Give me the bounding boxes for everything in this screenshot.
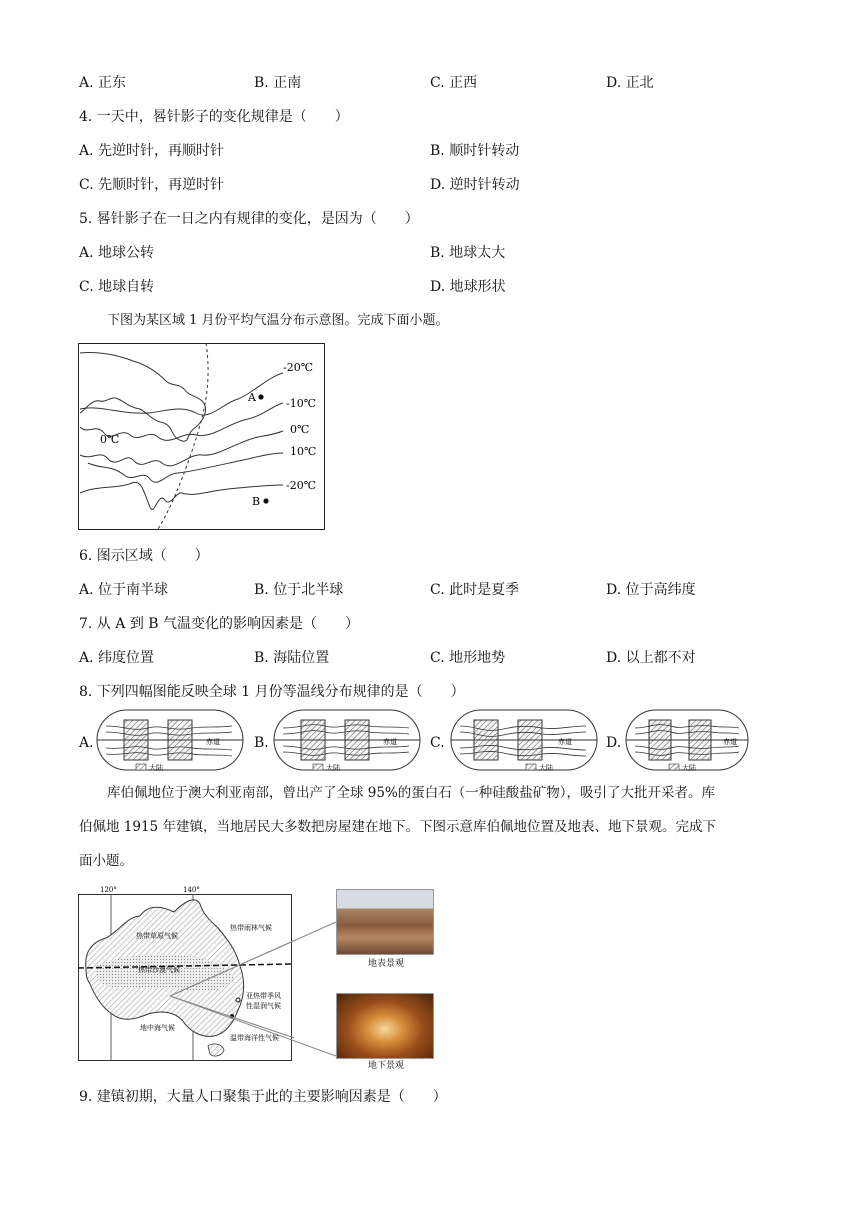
- lon-label-120: 120°: [100, 886, 117, 894]
- equator-label-b: 赤道: [383, 738, 397, 746]
- q4-stem: 4. 一天中，晷针影子的变化规律是（ ）: [79, 109, 349, 125]
- surface-photo-caption: 地表景观: [368, 959, 405, 969]
- isotherm-diagram-b: [273, 706, 423, 776]
- q6-option-c: C. 此时是夏季: [430, 582, 520, 598]
- equator-label-d: 赤道: [723, 738, 737, 746]
- equator-label-a: 赤道: [206, 738, 220, 746]
- q8-option-d: D.: [606, 735, 622, 751]
- climate-label-subtropical-1: 亚热带季风: [246, 992, 281, 1000]
- isotherm-map: [78, 343, 326, 531]
- label-0-left: 0℃: [100, 433, 120, 446]
- q9-stem: 9. 建镇初期，大量人口聚集于此的主要影响因素是（ ）: [79, 1089, 447, 1105]
- q7-option-d: D. 以上都不对: [606, 650, 696, 666]
- q7-option-c: C. 地形地势: [430, 650, 506, 666]
- intro-paragraph-line1: 库伯佩地位于澳大利亚南部，曾出产了全球 95%的蛋白石（一种硅酸盐矿物），吸引了大批开采者。库: [107, 785, 716, 801]
- q8-option-c: C.: [430, 735, 445, 751]
- q3-option-c: C. 正西: [430, 75, 478, 91]
- lon-label-140: 140°: [183, 886, 200, 894]
- land-label-c: 大陆: [539, 764, 553, 772]
- climate-label-savanna: 热带草原气候: [136, 932, 178, 940]
- q6-option-b: B. 位于北半球: [254, 582, 344, 598]
- point-a: [258, 394, 263, 399]
- q4-option-c: C. 先顺时针，再逆时针: [79, 177, 225, 193]
- land-label-d: 大陆: [682, 764, 696, 772]
- label-minus20-bottom: -20℃: [286, 479, 317, 492]
- surface-landscape-photo: [336, 889, 434, 955]
- q5-option-b: B. 地球太大: [430, 245, 506, 261]
- underground-photo-caption: 地下景观: [368, 1061, 405, 1071]
- q4-option-d: D. 逆时针转动: [430, 177, 520, 193]
- label-a: A: [248, 391, 256, 404]
- photo-connector-lines: [170, 920, 338, 1060]
- climate-label-mediterranean: 地中海气候: [140, 1024, 175, 1032]
- q8-stem: 8. 下列四幅图能反映全球 1 月份等温线分布规律的是（ ）: [79, 684, 465, 700]
- land-label-a: 大陆: [149, 764, 163, 772]
- label-b: B: [252, 495, 261, 508]
- isotherm-diagram-d: [625, 706, 775, 776]
- q5-option-a: A. 地球公转: [79, 245, 155, 261]
- climate-label-desert: 热带沙漠气候: [138, 966, 180, 974]
- q8-option-b: B.: [254, 735, 269, 751]
- q4-option-a: A. 先逆时针，再顺时针: [79, 143, 225, 159]
- q7-option-b: B. 海陆位置: [254, 650, 330, 666]
- q5-stem: 5. 晷针影子在一日之内有规律的变化，是因为（ ）: [79, 211, 419, 227]
- q6-option-d: D. 位于高纬度: [606, 582, 696, 598]
- intro-paragraph-line2: 伯佩地 1915 年建镇，当地居民大多数把房屋建在地下。下图示意库伯佩地位置及地表、地下景观。完成下: [79, 819, 716, 835]
- q7-option-a: A. 纬度位置: [79, 650, 155, 666]
- climate-label-maritime: 温带海洋性气候: [230, 1034, 279, 1042]
- intro-paragraph-isotherm: 下图为某区域 1 月份平均气温分布示意图。完成下面小题。: [107, 313, 449, 328]
- intro-paragraph-line3: 面小题。: [79, 853, 133, 869]
- label-10: 10℃: [290, 445, 317, 458]
- q6-option-a: A. 位于南半球: [79, 582, 169, 598]
- underground-landscape-photo: [336, 993, 434, 1059]
- q6-stem: 6. 图示区域（ ）: [79, 548, 209, 564]
- q5-option-d: D. 地球形状: [430, 279, 506, 295]
- isotherm-diagram-a: [96, 706, 246, 776]
- q4-option-b: B. 顺时针转动: [430, 143, 520, 159]
- label-minus10: -10℃: [286, 397, 317, 410]
- land-label-b: 大陆: [326, 764, 340, 772]
- q3-option-a: A. 正东: [79, 75, 127, 91]
- q3-option-d: D. 正北: [606, 75, 654, 91]
- label-0-right: 0℃: [290, 423, 310, 436]
- climate-label-subtropical-2: 性湿润气候: [246, 1002, 281, 1010]
- point-b: [263, 498, 268, 503]
- q7-stem: 7. 从 A 到 B 气温变化的影响因素是（ ）: [79, 616, 360, 632]
- q5-option-c: C. 地球自转: [79, 279, 155, 295]
- isotherm-diagram-c: [450, 706, 600, 776]
- q8-option-a: A.: [79, 735, 94, 751]
- label-minus20-top: -20℃: [283, 361, 314, 374]
- climate-label-rainforest: 热带雨林气候: [230, 924, 272, 932]
- equator-label-c: 赤道: [558, 738, 572, 746]
- q3-option-b: B. 正南: [254, 75, 302, 91]
